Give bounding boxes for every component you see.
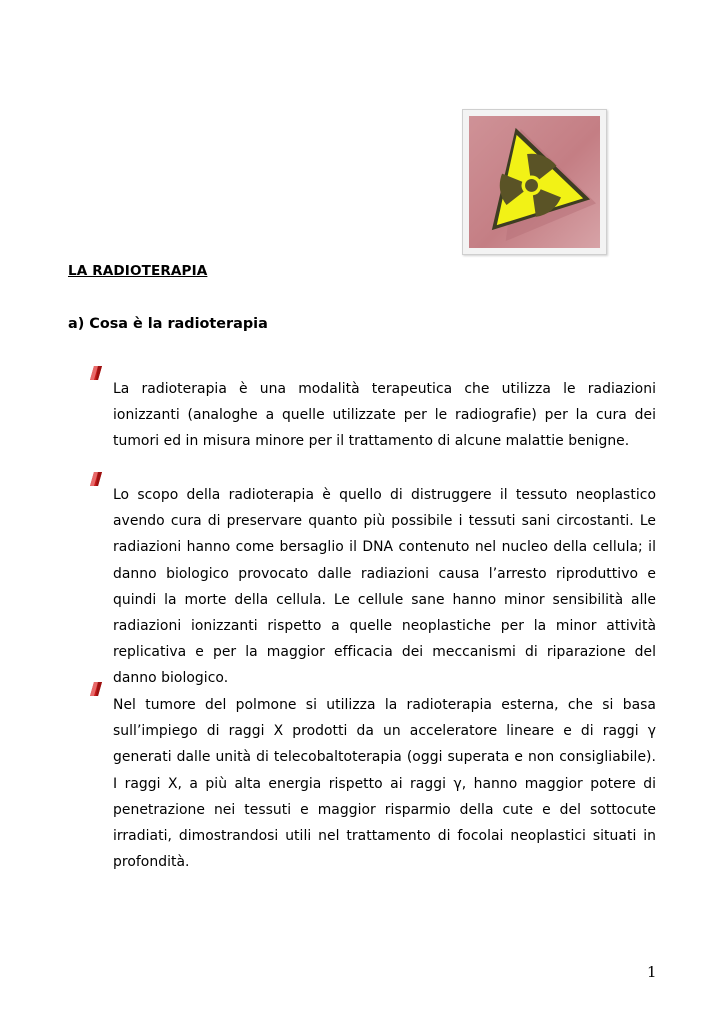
- bullet-paragraph: [90, 362, 656, 468]
- paragraph-text: Nel tumore del polmone si utilizza la radioterapia esterna, che si basa sull’impiego di raggi X prodotti da un acceleratore lineare e di raggi γ generati dalle unità di telecobaltoterapia (oggi superata e non consigliabile). I raggi X, a più alta energia rispetto ai raggi γ, hanno maggior potere di penetrazione nei tessuti e maggior risparmio della cute e del sottocute irradiati, dimostrandosi utili nel trattamento di focolai neoplastici situati in profondità.: [113, 696, 656, 871]
- paragraph-text: La radioterapia è una modalità terapeutica che utilizza le radiazioni ionizzanti (analoghe a quelle utilizzate per le radiografie) per la cura dei tumori ed in misura minore per il trattamento di alcune malattie benigne.: [113, 380, 656, 450]
- radiation-symbol-graphic: [469, 116, 600, 248]
- red-square-bullet-icon: [90, 682, 102, 696]
- page-number: 1: [647, 963, 657, 981]
- red-square-bullet-icon: [90, 366, 102, 380]
- radiation-warning-icon: [462, 109, 607, 255]
- paragraph-text: Lo scopo della radioterapia è quello di distruggere il tessuto neoplastico avendo cura di preservare quanto più possibile i tessuti sani circostanti. Le radiazioni hanno come bersaglio il DNA contenuto nel nucleo della cellula; il danno biologico provocato dalle radiazioni causa l’arresto riproduttivo e quindi la morte della cellula. Le cellule sane hanno minor sensibilità alle radiazioni ionizzanti rispetto a quelle neoplastiche per la minor attività replicativa e per la maggior efficacia dei meccanismi di riparazione del danno biologico.: [113, 486, 656, 687]
- red-square-bullet-icon: [90, 472, 102, 486]
- document-title: LA RADIOTERAPIA: [68, 263, 208, 279]
- bullet-paragraph: [90, 678, 656, 889]
- bullet-paragraph: [90, 468, 656, 705]
- section-heading: a) Cosa è la radioterapia: [68, 316, 268, 332]
